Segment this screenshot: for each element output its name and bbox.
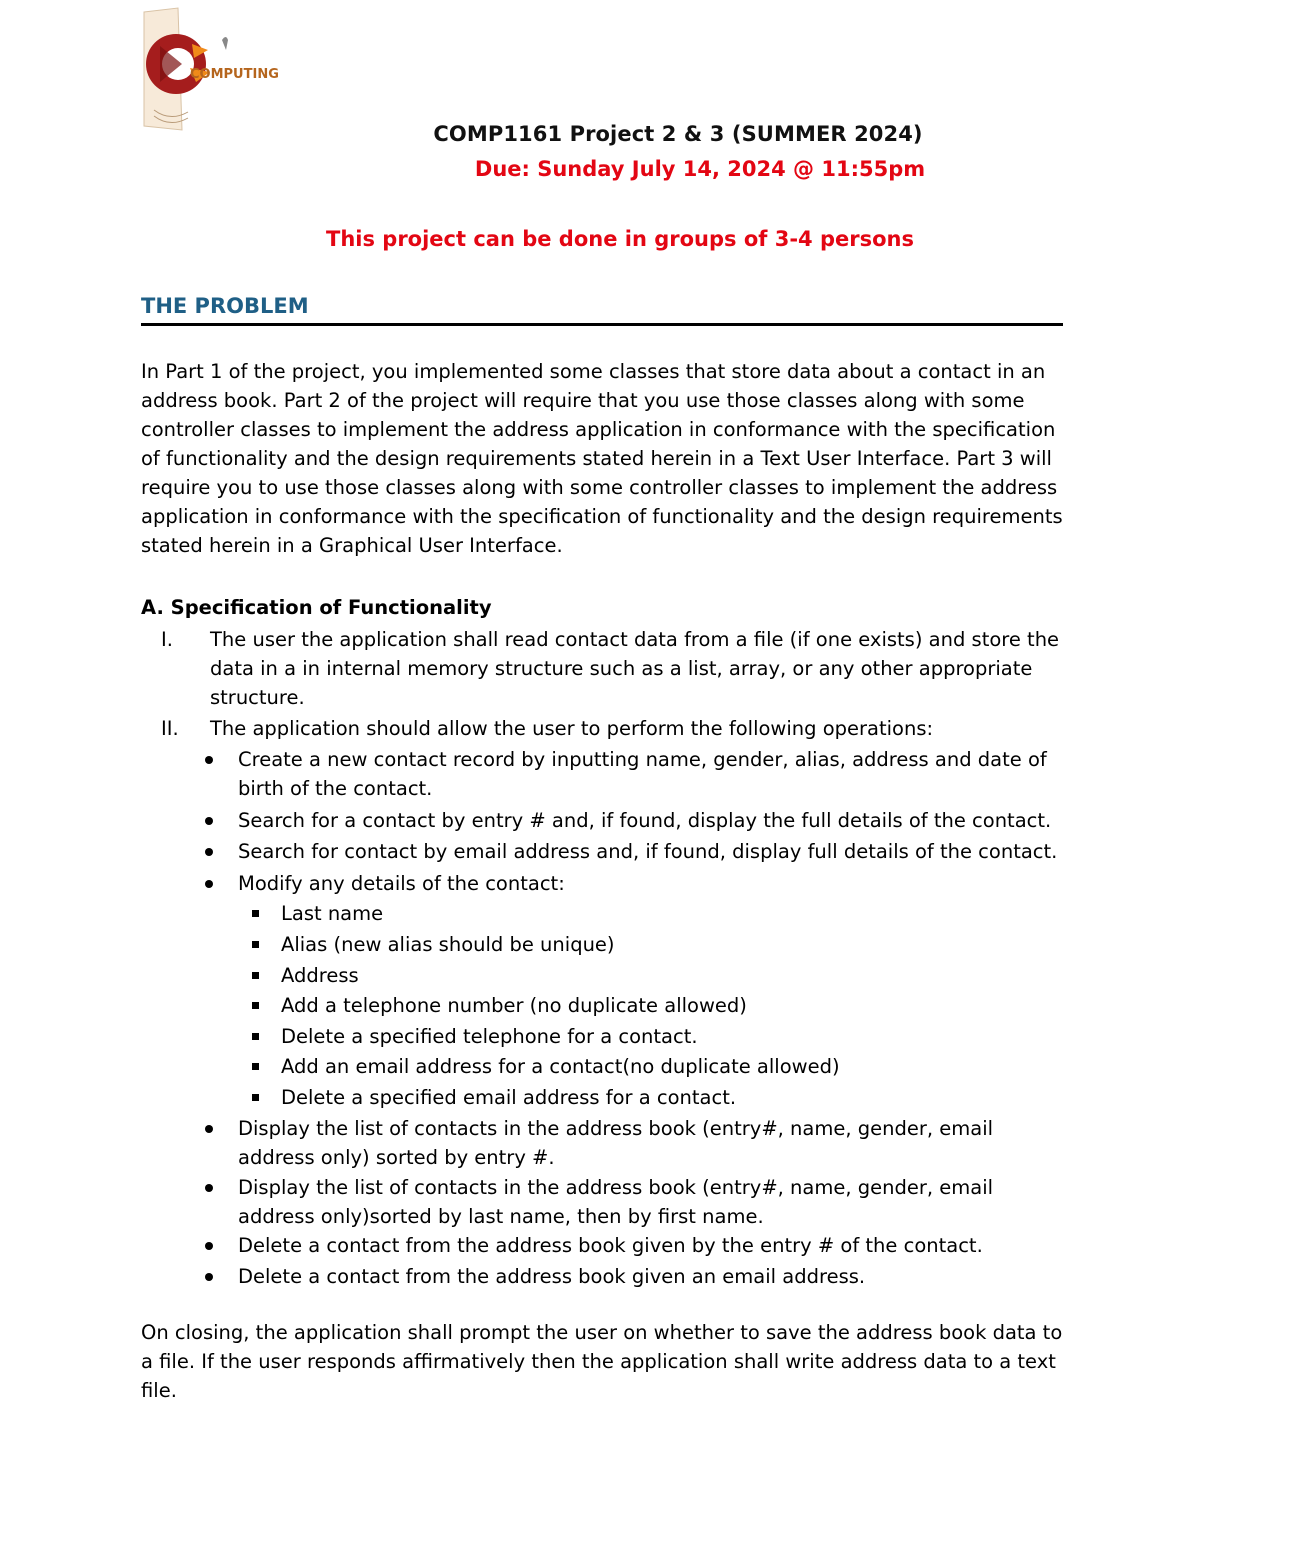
computing-logo-icon: [138, 6, 279, 134]
list-item: [141, 625, 1066, 712]
list-item: [141, 1083, 1066, 1112]
list-item: [141, 930, 1066, 959]
list-item: [141, 991, 1066, 1020]
bullet-icon: [205, 848, 213, 856]
operation-text: Display the list of contacts in the address book (entry#, name, gender, email address only) sorted by entry #.: [238, 1117, 994, 1169]
roman-numeral: II.: [161, 717, 179, 740]
square-bullet-icon: [252, 1002, 259, 1009]
spec-item-text: The user the application shall read contact data from a file (if one exists) and store the data in a in internal memory structure such as a list, array, or any other appropriate structure.: [210, 628, 1060, 709]
problem-heading: THE PROBLEM: [141, 294, 309, 318]
detail-text: Delete a specified email address for a contact.: [281, 1086, 737, 1109]
operation-text: Delete a contact from the address book given an email address.: [238, 1265, 866, 1288]
operation-text: Display the list of contacts in the address book (entry#, name, gender, email address only)sorted by last name, then by first name.: [238, 1176, 994, 1228]
list-item: [141, 806, 1066, 835]
spec-item-2: [141, 714, 1066, 743]
list-item: [141, 745, 1066, 803]
list-item: [141, 961, 1066, 990]
operation-text: Modify any details of the contact:: [238, 872, 565, 895]
square-bullet-icon: [252, 972, 259, 979]
list-item: [141, 1231, 1066, 1260]
list-item: [141, 1052, 1066, 1081]
document-title: COMP1161 Project 2 & 3 (SUMMER 2024): [433, 122, 923, 146]
group-note: This project can be done in groups of 3-4 persons: [326, 227, 914, 251]
due-date: Due: Sunday July 14, 2024 @ 11:55pm: [474, 157, 926, 181]
operation-text: Search for a contact by entry # and, if found, display the full details of the contact.: [238, 809, 1052, 832]
operation-text: Search for contact by email address and, if found, display full details of the contact.: [238, 840, 1058, 863]
square-bullet-icon: [252, 910, 259, 917]
computing-logo: [138, 6, 279, 134]
bullet-icon: [205, 817, 213, 825]
detail-text: Alias (new alias should be unique): [281, 933, 615, 956]
closing-paragraph: On closing, the application shall prompt the user on whether to save the address book data to a file. If the user responds affirmatively then the application shall write address data to a text file.: [141, 1321, 1063, 1402]
list-item: [141, 1022, 1066, 1051]
bullet-icon: [205, 1184, 213, 1192]
list-item: [141, 714, 1066, 743]
operation-text: Create a new contact record by inputting name, gender, alias, address and date of birth of the contact.: [238, 748, 1047, 800]
detail-text: Add a telephone number (no duplicate allowed): [281, 994, 747, 1017]
heading-rule: [141, 323, 1063, 326]
spec-heading: A. Specification of Functionality: [141, 596, 492, 619]
square-bullet-icon: [252, 1094, 259, 1101]
bullet-icon: [205, 1273, 213, 1281]
bullet-icon: [205, 880, 213, 888]
intro-paragraph: In Part 1 of the project, you implemented some classes that store data about a contact in an address book. Part 2 of the project will require that you use those classes along with some controller classes to implement the address application in conformance with the specification of functionality and the design requirements stated herein in a Text User Interface. Part 3 will require you to use those classes along with some controller classes to implement the address application in conformance with the specification of functionality and the design requirements stated herein in a Graphical User Interface.: [141, 360, 1063, 557]
bullet-icon: [205, 1125, 213, 1133]
logo-wordmark: COMPUTING: [190, 67, 279, 82]
list-item: [141, 1262, 1066, 1291]
list-item: [141, 869, 1066, 898]
spec-item-text: The application should allow the user to perform the following operations:: [210, 717, 934, 740]
detail-text: Address: [281, 964, 359, 987]
operation-text: Delete a contact from the address book given by the entry # of the contact.: [238, 1234, 983, 1257]
square-bullet-icon: [252, 1063, 259, 1070]
detail-text: Delete a specified telephone for a contact.: [281, 1025, 698, 1048]
list-item: [141, 899, 1066, 928]
square-bullet-icon: [252, 1033, 259, 1040]
list-item: [141, 1173, 1066, 1231]
bullet-icon: [205, 756, 213, 764]
list-item: [141, 1114, 1066, 1172]
roman-numeral: I.: [161, 628, 173, 651]
spec-item-1: [141, 625, 1066, 712]
bullet-icon: [205, 1242, 213, 1250]
detail-text: Last name: [281, 902, 384, 925]
detail-text: Add an email address for a contact(no duplicate allowed): [281, 1055, 840, 1078]
square-bullet-icon: [252, 941, 259, 948]
list-item: [141, 837, 1066, 866]
